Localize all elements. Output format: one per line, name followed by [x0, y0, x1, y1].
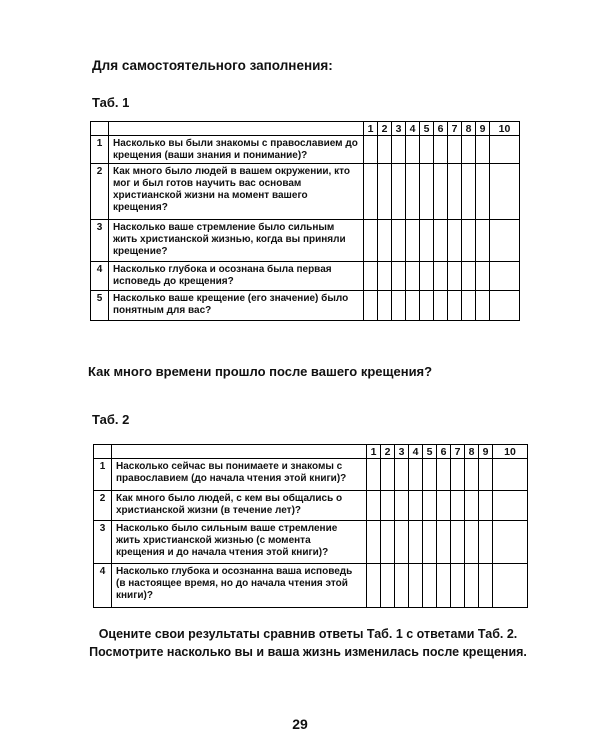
rating-cell-6[interactable]	[434, 262, 448, 291]
rating-cell-3[interactable]	[395, 564, 409, 608]
rating-cell-1[interactable]	[367, 521, 381, 564]
rating-cell-4[interactable]	[406, 220, 420, 262]
scale-label-6: 6	[434, 122, 448, 136]
rating-cell-1[interactable]	[364, 220, 378, 262]
rating-cell-5[interactable]	[420, 262, 434, 291]
rating-cell-1[interactable]	[364, 291, 378, 321]
table-row	[91, 164, 520, 220]
rating-cell-7[interactable]	[448, 220, 462, 262]
header-blank-cell	[112, 445, 367, 459]
rating-cell-3[interactable]	[392, 291, 406, 321]
question-text: Насколько глубока и осознанна ваша исповедь (в настоящее время, но до начала чтения этой книги)?	[112, 564, 367, 608]
rating-cell-2[interactable]	[381, 521, 395, 564]
scale-label-6: 6	[437, 445, 451, 459]
survey-table-2	[93, 444, 528, 608]
row-number: 3	[94, 521, 112, 564]
rating-cell-9[interactable]	[476, 164, 490, 220]
rating-cell-4[interactable]	[409, 521, 423, 564]
table-row	[91, 220, 520, 262]
scale-label-4: 4	[409, 445, 423, 459]
rating-cell-2[interactable]	[378, 291, 392, 321]
rating-cell-4[interactable]	[409, 491, 423, 521]
rating-cell-3[interactable]	[395, 521, 409, 564]
question-text: Насколько ваше крещение (его значение) было понятным для вас?	[109, 291, 364, 321]
question-text: Насколько ваше стремление было сильным жить христианской жизнью, когда вы приняли крещение?	[109, 220, 364, 262]
page-heading: Для самостоятельного заполнения:	[92, 58, 333, 73]
question-text: Насколько было сильным ваше стремление жить христианской жизнью (с момента крещения и до начала чтения этой книги)?	[112, 521, 367, 564]
table-row	[94, 521, 528, 564]
row-number: 5	[91, 291, 109, 321]
rating-cell-7[interactable]	[448, 262, 462, 291]
rating-cell-5[interactable]	[420, 220, 434, 262]
rating-cell-2[interactable]	[381, 459, 395, 491]
scale-label-3: 3	[392, 122, 406, 136]
row-number: 4	[91, 262, 109, 291]
rating-cell-4[interactable]	[406, 164, 420, 220]
rating-cell-4[interactable]	[406, 136, 420, 164]
instruction-line: Посмотрите насколько вы и ваша жизнь изменилась после крещения.	[89, 645, 527, 659]
rating-cell-5[interactable]	[420, 164, 434, 220]
instruction-line: Оцените свои результаты сравнив ответы Таб. 1 с ответами Таб. 2.	[98, 627, 518, 641]
rating-cell-6[interactable]	[434, 136, 448, 164]
rating-cell-9[interactable]	[479, 564, 493, 608]
rating-cell-9[interactable]	[476, 291, 490, 321]
header-blank-cell	[109, 122, 364, 136]
rating-cell-8[interactable]	[462, 164, 476, 220]
rating-cell-6[interactable]	[437, 459, 451, 491]
scale-label-7: 7	[448, 122, 462, 136]
rating-cell-5[interactable]	[423, 459, 437, 491]
rating-cell-10[interactable]	[493, 491, 528, 521]
scale-label-10: 10	[490, 122, 520, 136]
rating-cell-8[interactable]	[465, 564, 479, 608]
scale-label-9: 9	[479, 445, 493, 459]
rating-cell-10[interactable]	[490, 220, 520, 262]
scale-header-row	[91, 122, 520, 136]
table2-label: Таб. 2	[92, 412, 130, 427]
rating-cell-6[interactable]	[434, 220, 448, 262]
scale-label-2: 2	[381, 445, 395, 459]
rating-cell-10[interactable]	[493, 564, 528, 608]
scale-label-7: 7	[451, 445, 465, 459]
page-number: 29	[292, 716, 308, 732]
survey-table-1	[90, 121, 520, 321]
rating-cell-5[interactable]	[420, 291, 434, 321]
rating-cell-1[interactable]	[364, 136, 378, 164]
rating-cell-2[interactable]	[381, 564, 395, 608]
rating-cell-9[interactable]	[479, 491, 493, 521]
rating-cell-6[interactable]	[434, 164, 448, 220]
rating-cell-4[interactable]	[409, 564, 423, 608]
question-text: Насколько сейчас вы понимаете и знакомы с православием (до начала чтения этой книги)?	[112, 459, 367, 491]
rating-cell-10[interactable]	[490, 164, 520, 220]
scale-label-1: 1	[367, 445, 381, 459]
rating-cell-8[interactable]	[462, 136, 476, 164]
rating-cell-10[interactable]	[490, 136, 520, 164]
rating-cell-7[interactable]	[448, 164, 462, 220]
rating-cell-8[interactable]	[462, 291, 476, 321]
table-row	[94, 459, 528, 491]
rating-cell-5[interactable]	[423, 491, 437, 521]
question-text: Насколько вы были знакомы с православием до крещения (ваши знания и понимание)?	[109, 136, 364, 164]
row-number: 4	[94, 564, 112, 608]
rating-cell-2[interactable]	[378, 164, 392, 220]
rating-cell-3[interactable]	[395, 491, 409, 521]
scale-label-8: 8	[462, 122, 476, 136]
rating-cell-8[interactable]	[462, 220, 476, 262]
rating-cell-1[interactable]	[367, 459, 381, 491]
row-number: 1	[91, 136, 109, 164]
scale-label-4: 4	[406, 122, 420, 136]
row-number: 2	[94, 491, 112, 521]
rating-cell-7[interactable]	[451, 491, 465, 521]
header-blank-cell	[91, 122, 109, 136]
scale-label-2: 2	[378, 122, 392, 136]
rating-cell-10[interactable]	[493, 459, 528, 491]
header-blank-cell	[94, 445, 112, 459]
rating-cell-7[interactable]	[451, 521, 465, 564]
scale-label-5: 5	[420, 122, 434, 136]
rating-cell-9[interactable]	[479, 459, 493, 491]
rating-cell-1[interactable]	[364, 164, 378, 220]
table-row	[94, 491, 528, 521]
rating-cell-3[interactable]	[392, 262, 406, 291]
rating-cell-8[interactable]	[465, 459, 479, 491]
table1-label: Таб. 1	[92, 95, 130, 110]
rating-cell-10[interactable]	[490, 291, 520, 321]
rating-cell-1[interactable]	[364, 262, 378, 291]
scale-label-9: 9	[476, 122, 490, 136]
rating-cell-7[interactable]	[451, 564, 465, 608]
rating-cell-5[interactable]	[423, 521, 437, 564]
rating-cell-7[interactable]	[448, 291, 462, 321]
rating-cell-8[interactable]	[462, 262, 476, 291]
row-number: 1	[94, 459, 112, 491]
rating-cell-5[interactable]	[420, 136, 434, 164]
rating-cell-10[interactable]	[490, 262, 520, 291]
rating-cell-4[interactable]	[406, 291, 420, 321]
row-number: 3	[91, 220, 109, 262]
rating-cell-6[interactable]	[437, 491, 451, 521]
rating-cell-7[interactable]	[451, 459, 465, 491]
question-text: Как много было людей в вашем окружении, кто мог и был готов научить вас основам христианской жизни на момент вашего крещения?	[109, 164, 364, 220]
rating-cell-5[interactable]	[423, 564, 437, 608]
rating-cell-6[interactable]	[437, 521, 451, 564]
table-row	[91, 136, 520, 164]
rating-cell-6[interactable]	[434, 291, 448, 321]
rating-cell-2[interactable]	[378, 136, 392, 164]
rating-cell-2[interactable]	[378, 220, 392, 262]
rating-cell-3[interactable]	[392, 136, 406, 164]
rating-cell-1[interactable]	[367, 564, 381, 608]
rating-cell-4[interactable]	[406, 262, 420, 291]
rating-cell-6[interactable]	[437, 564, 451, 608]
rating-cell-9[interactable]	[476, 136, 490, 164]
scale-label-3: 3	[395, 445, 409, 459]
rating-cell-9[interactable]	[476, 262, 490, 291]
rating-cell-8[interactable]	[465, 491, 479, 521]
rating-cell-9[interactable]	[476, 220, 490, 262]
scale-label-1: 1	[364, 122, 378, 136]
rating-cell-2[interactable]	[378, 262, 392, 291]
rating-cell-4[interactable]	[409, 459, 423, 491]
table-row	[94, 564, 528, 608]
rating-cell-8[interactable]	[465, 521, 479, 564]
scale-label-10: 10	[493, 445, 528, 459]
rating-cell-3[interactable]	[395, 459, 409, 491]
scale-label-8: 8	[465, 445, 479, 459]
rating-cell-2[interactable]	[381, 491, 395, 521]
rating-cell-7[interactable]	[448, 136, 462, 164]
scale-header-row	[94, 445, 528, 459]
rating-cell-3[interactable]	[392, 164, 406, 220]
baptism-time-question: Как много времени прошло после вашего крещения?	[88, 364, 433, 379]
rating-cell-9[interactable]	[479, 521, 493, 564]
rating-cell-1[interactable]	[367, 491, 381, 521]
scale-label-5: 5	[423, 445, 437, 459]
table-row	[91, 262, 520, 291]
rating-cell-10[interactable]	[493, 521, 528, 564]
question-text: Как много было людей, с кем вы общались о христианской жизни (в течение лет)?	[112, 491, 367, 521]
instructions	[88, 625, 528, 661]
question-text: Насколько глубока и осознана была первая исповедь до крещения?	[109, 262, 364, 291]
rating-cell-3[interactable]	[392, 220, 406, 262]
row-number: 2	[91, 164, 109, 220]
table-row	[91, 291, 520, 321]
